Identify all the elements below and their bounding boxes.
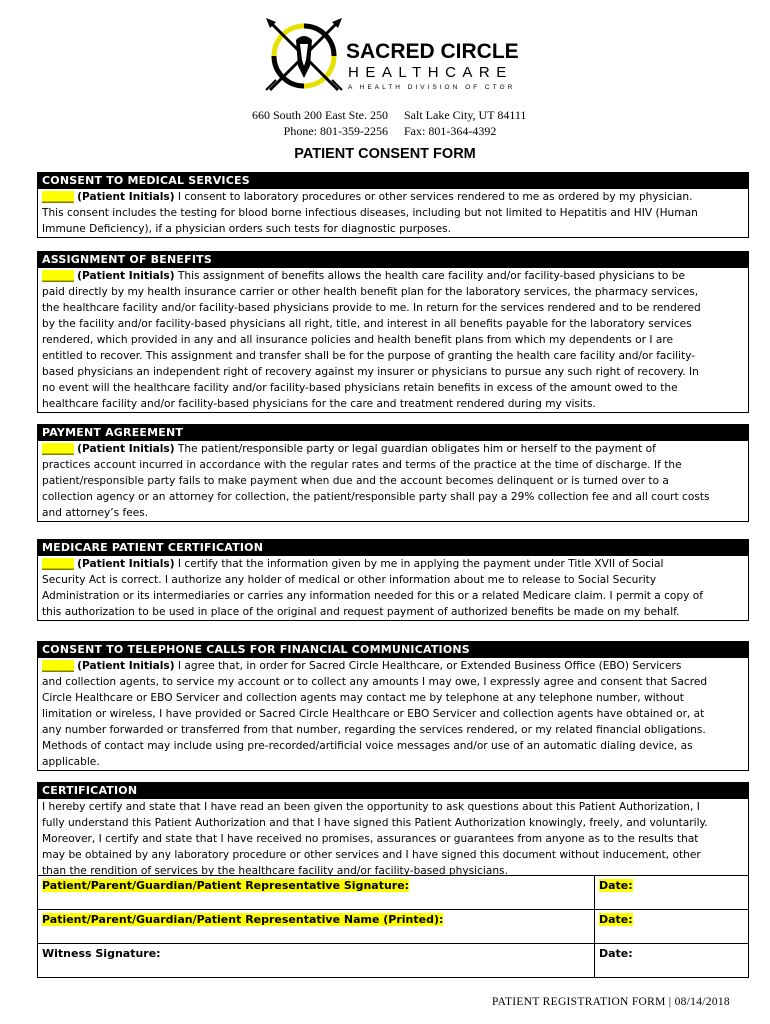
section-body [38, 189, 748, 237]
body-line: may be obtained by any laboratory procedure or other services and I have signed this document without inducement, other [42, 849, 701, 861]
witness-label: Witness Signature: [42, 947, 161, 960]
signature-row [38, 944, 749, 978]
section-heading: MEDICARE PATIENT CERTIFICATION [38, 540, 748, 556]
logo-division: A HEALTH DIVISION OF CTGR [348, 84, 516, 91]
body-line: and collection agents, to service my account or to collect any amounts I may owe, I expressly agree and consent that Sacred [42, 676, 708, 688]
section-heading: CERTIFICATION [38, 783, 748, 799]
body-line: and attorney’s fees. [42, 507, 149, 519]
city-line: Salt Lake City, UT 84111 [404, 108, 527, 122]
form-title: PATIENT CONSENT FORM [294, 146, 476, 162]
body-line: practices account incurred in accordance with the regular rates and terms of the practice at the time of discharge. If the [42, 459, 682, 471]
initials-label: (Patient Initials) [77, 443, 175, 455]
body-line: any number forwarded or transferred from that number, regarding the services rendered, or my related financial obligations. [42, 724, 706, 736]
signature-table [37, 875, 749, 978]
body-line: the healthcare facility and/or facility-based physicians provide to me. In return for the services rendered and to be rendered [42, 302, 701, 314]
body-line: entitled to recover. This assignment and transfer shall be for the purpose of granting the health care facility and/or facility- [42, 350, 696, 362]
section-consent-medical [37, 172, 749, 238]
body-line: The patient/responsible party or legal guardian obligates him or herself to the payment of [174, 443, 656, 455]
sacred-circle-emblem-icon [262, 14, 346, 98]
body-line: paid directly by my health insurance carrier or other health benefit plan for the laboratory services, the pharmacy services, [42, 286, 699, 298]
witness-signature-field[interactable] [38, 944, 595, 978]
body-line: This assignment of benefits allows the health care facility and/or facility-based physicians to be [174, 270, 685, 282]
initials-blank[interactable]: ______ [42, 660, 74, 672]
body-line: healthcare facility and/or facility-based physicians for the care and treatment rendered during my visits. [42, 398, 596, 410]
date-field[interactable] [595, 910, 749, 944]
printed-name-field[interactable] [38, 910, 595, 944]
initials-blank[interactable]: ______ [42, 270, 74, 282]
section-heading: CONSENT TO TELEPHONE CALLS FOR FINANCIAL COMMUNICATIONS [38, 642, 748, 658]
body-line: Methods of contact may include using pre-recorded/artificial voice messages and/or use of an automatic dialing device, as [42, 740, 693, 752]
body-line: I certify that the information given by me in applying the payment under Title XVII of Social [174, 558, 664, 570]
body-line: Immune Deficiency), if a physician orders such tests for diagnostic purposes. [42, 223, 452, 235]
signature-field[interactable] [38, 876, 595, 910]
section-body [38, 441, 748, 521]
initials-label: (Patient Initials) [77, 558, 175, 570]
date-field[interactable] [595, 944, 749, 978]
section-medicare-certification [37, 539, 749, 621]
section-assignment-benefits [37, 251, 749, 413]
body-line: than the rendition of services by the healthcare facility and/or facility-based physicians. [42, 865, 508, 877]
section-certification [37, 782, 749, 879]
phone-number: Phone: 801-359-2256 [283, 124, 388, 138]
body-line: Security Act is correct. I authorize any holder of medical or other information about me to release to Social Security [42, 574, 657, 586]
initials-label: (Patient Initials) [77, 660, 175, 672]
section-body [38, 556, 748, 620]
logo-subtitle: HEALTHCARE [348, 64, 513, 81]
body-line: I agree that, in order for Sacred Circle Healthcare, or Extended Business Office (EBO) Servicers [174, 660, 682, 672]
initials-blank[interactable]: ______ [42, 443, 74, 455]
body-line: collection agency or an attorney for collection, the patient/responsible party shall pay a 29% collection fee and all court costs [42, 491, 710, 503]
body-line: I hereby certify and state that I have read an been given the opportunity to ask questions about this Patient Authorization, I [42, 801, 700, 813]
signature-row [38, 876, 749, 910]
footer: PATIENT REGISTRATION FORM | 08/14/2018 [492, 996, 730, 1008]
signature-row [38, 910, 749, 944]
section-heading: ASSIGNMENT OF BENEFITS [38, 252, 748, 268]
section-body [38, 658, 748, 770]
body-line: no event will the healthcare facility and/or facility-based physicians retain benefits in excess of the amount owed to the [42, 382, 678, 394]
section-payment-agreement [37, 424, 749, 522]
body-line: Circle Healthcare or EBO Servicer and collection agents may contact me by telephone at any telephone number, without [42, 692, 684, 704]
section-body [38, 268, 748, 412]
body-line: rendered, which provided in any and all insurance policies and health benefit plans from which my dependents or I are [42, 334, 673, 346]
address-block-left [240, 107, 388, 139]
printed-name-label: Patient/Parent/Guardian/Patient Representative Name (Printed): [42, 913, 444, 926]
initials-blank[interactable]: ______ [42, 558, 74, 570]
body-line: Administration or its intermediaries or carries any information needed for this or a related Medicare claim. I permit a copy of [42, 590, 703, 602]
body-line: applicable. [42, 756, 100, 768]
body-line: Moreover, I certify and state that I have received no promises, assurances or guarantees from anyone as to the results that [42, 833, 699, 845]
section-body [38, 799, 748, 879]
logo [262, 14, 522, 98]
body-line: by the facility and/or facility-based physicians all right, title, and interest in all benefits payable for the laboratory services [42, 318, 692, 330]
initials-label: (Patient Initials) [77, 191, 175, 203]
body-line: fully understand this Patient Authorization and that I have signed this Patient Authorization knowingly, freely, and voluntarily. [42, 817, 708, 829]
date-label: Date: [599, 879, 633, 892]
initials-label: (Patient Initials) [77, 270, 175, 282]
logo-title: SACRED CIRCLE [346, 40, 519, 63]
fax-number: Fax: 801-364-4392 [404, 124, 497, 138]
initials-blank[interactable]: ______ [42, 191, 74, 203]
section-heading: PAYMENT AGREEMENT [38, 425, 748, 441]
street-address: 660 South 200 East Ste. 250 [251, 108, 388, 122]
body-line: patient/responsible party fails to make payment when due and the account becomes delinquent or is turned over to a [42, 475, 669, 487]
address-block-right [404, 107, 526, 139]
section-heading: CONSENT TO MEDICAL SERVICES [38, 173, 748, 189]
body-line: limitation or wireless, I have provided or Sacred Circle Healthcare or EBO Servicer and collection agents have obtained or, at [42, 708, 705, 720]
date-field[interactable] [595, 876, 749, 910]
date-label: Date: [599, 913, 633, 926]
body-line: I consent to laboratory procedures or other services rendered to me as ordered by my physician. [174, 191, 693, 203]
body-line: This consent includes the testing for blood borne infectious diseases, including but not limited to Hepatitis and HIV (Human [42, 207, 698, 219]
signature-label: Patient/Parent/Guardian/Patient Representative Signature: [42, 879, 410, 892]
body-line: this authorization to be used in place of the original and request payment of authorized benefits be made on my behalf. [42, 606, 680, 618]
date-label: Date: [599, 947, 633, 960]
section-telephone-consent [37, 641, 749, 771]
body-line: based physicians an independent right of recovery against my insurer or physicians to pursue any such right of recovery. In [42, 366, 699, 378]
